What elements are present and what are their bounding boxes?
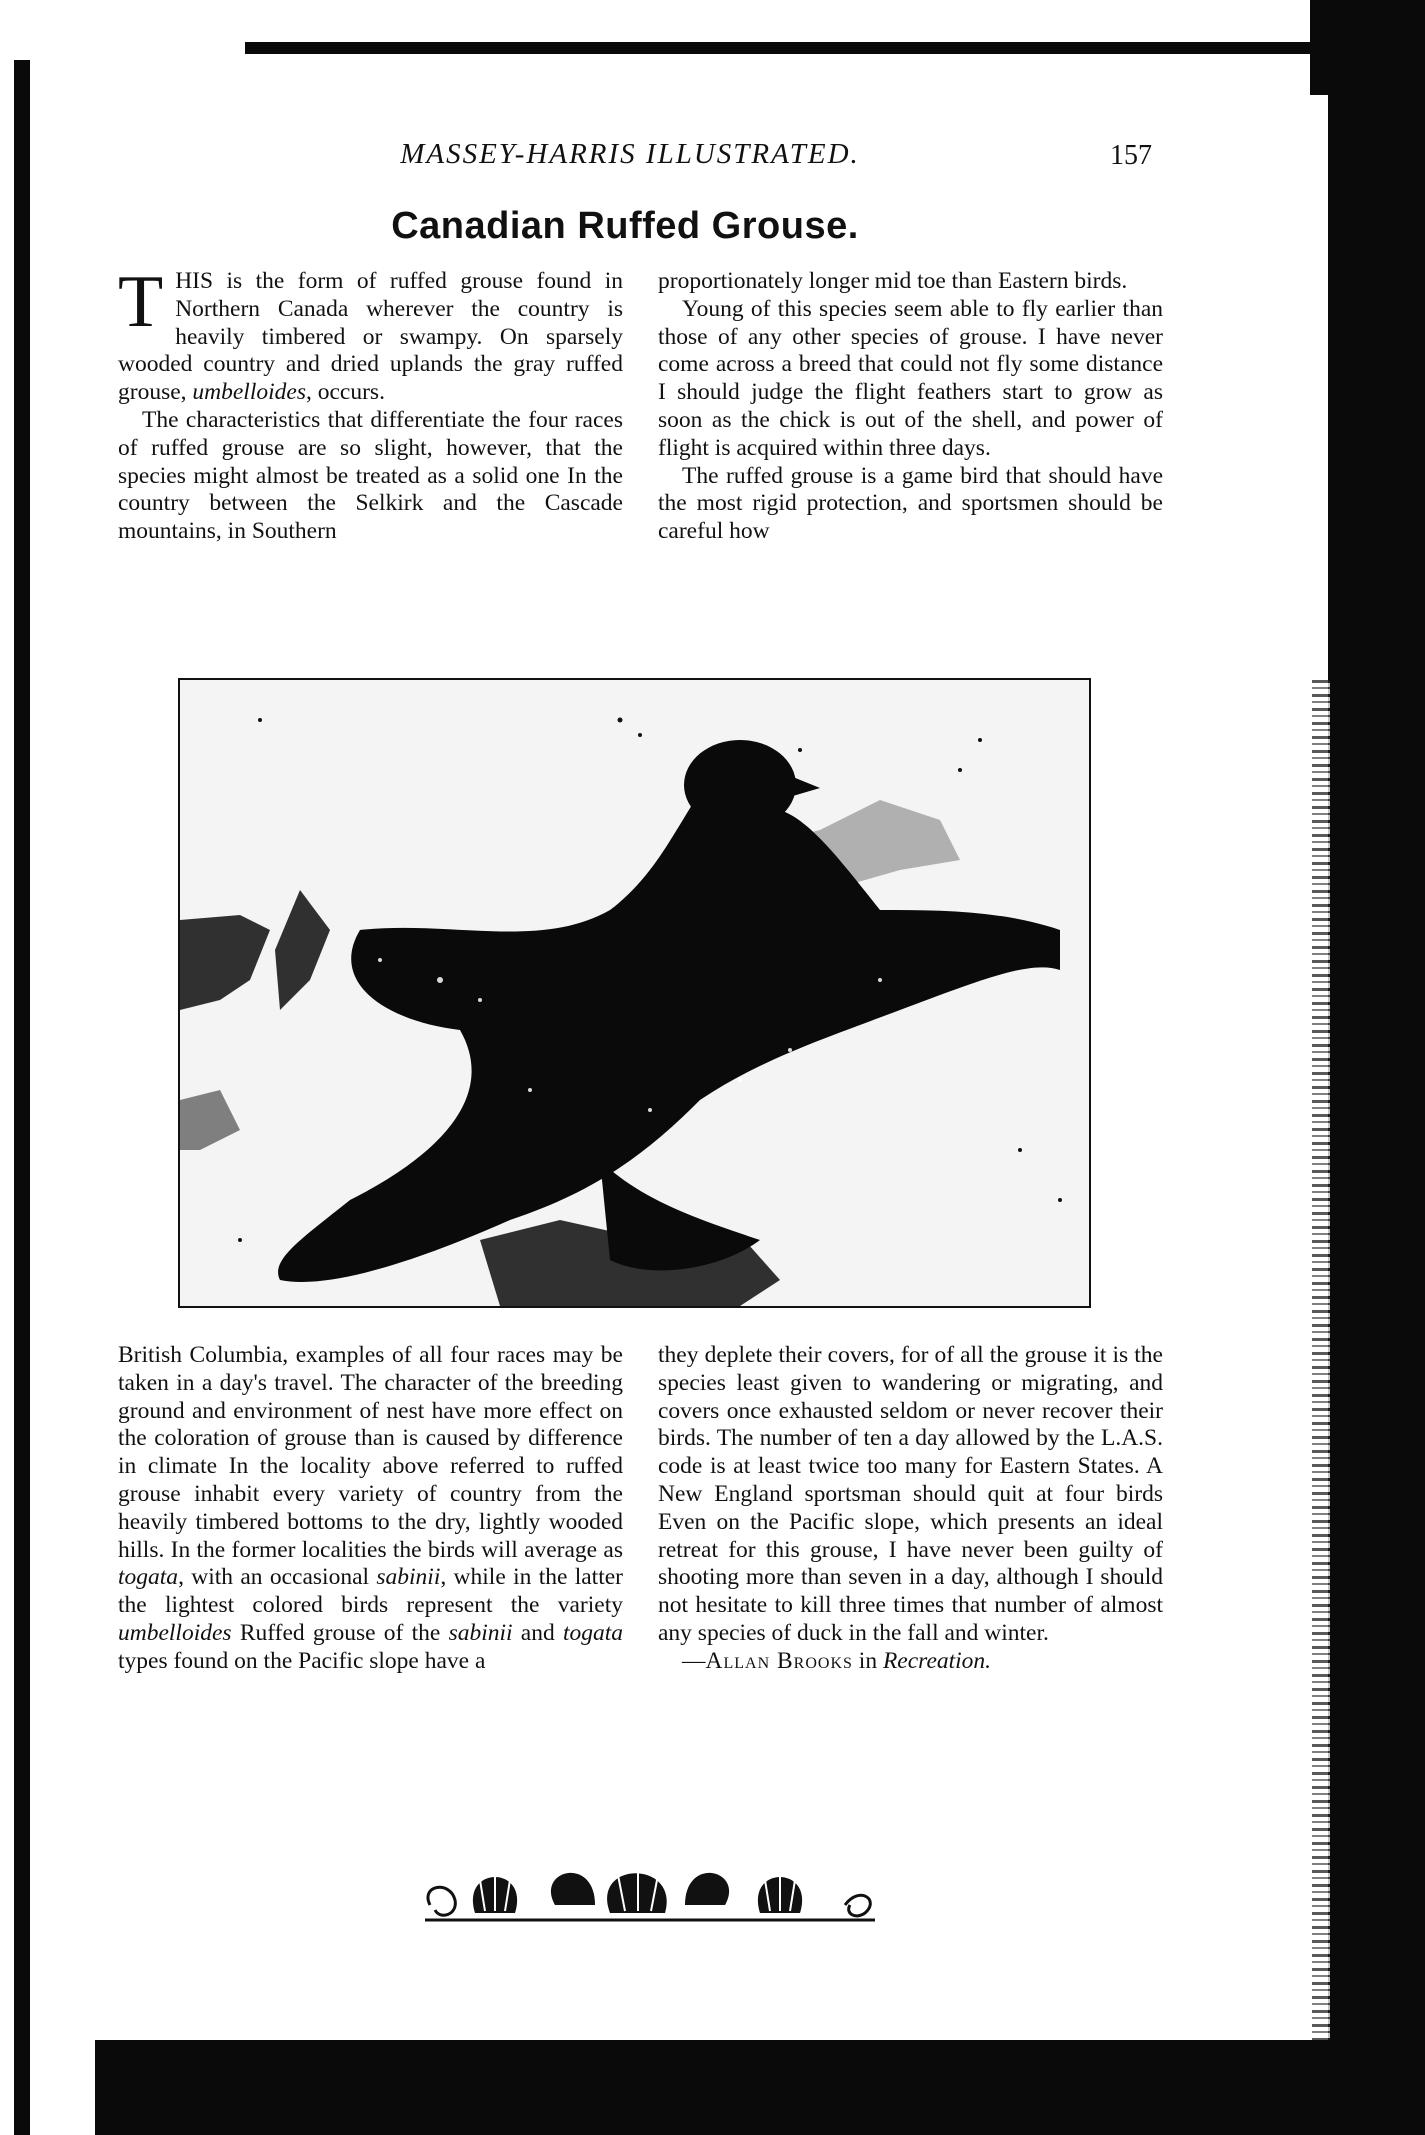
paragraph: The ruffed grouse is a game bird that should have the most rigid protection, and sportsmen should be careful how [658, 462, 1163, 545]
grouse-photograph [178, 678, 1091, 1308]
byline: —Allan Brooks in Recreation. [682, 1647, 992, 1674]
author-name: Allan Brooks [705, 1647, 853, 1674]
scan-border-top [245, 42, 1325, 54]
column-4 [658, 1342, 1163, 1676]
scan-border-corner [1310, 0, 1330, 95]
page-number: 157 [1110, 140, 1152, 171]
paragraph: they deplete their covers, for of all the grouse it is the species least given to wandering or migrating, and covers once exhausted seldom or never recover their birds. The number of ten a day allowed by the L.A.S. code is at least twice too many for Eastern States. A New England sportsman should quit at four birds Even on the Pacific slope, which presents an ideal retreat for this grouse, I have never been guilty of shooting more than seven in a day, although I should not hesitate to kill three times that number of almost any species of duck in the fall and winter. [658, 1342, 1163, 1646]
paragraph: British Columbia, examples of all four races may be taken in a day's travel. The character of the breeding ground and environment of nest have more effect on the coloration of grouse than is caused by difference in climate In the locality above referred to ruffed grouse inhabit every variety of country from the heavily timbered bottoms to the dry, lightly wooded hills. In the former localities the birds will average as togata, with an occasional sabinii, while in the latter the lightest colored birds represent the variety umbelloides Ruffed grouse of the sabinii and togata types found on the Pacific slope have a [118, 1342, 624, 1674]
scan-border-grain [1312, 680, 1330, 2130]
source-title: Recreation. [882, 1647, 992, 1674]
grouse-silhouette-image [180, 680, 1089, 1306]
column-2 [658, 268, 1163, 546]
paragraph: THIS is the form of ruffed grouse found in Northern Canada wherever the country is heavily timbered or swampy. On sparsely wooded country and dried uplands the gray ruffed grouse, umbelloides, occurs. [118, 261, 623, 406]
paragraph: The characteristics that differentiate the four races of ruffed grouse are so slight, however, that the species might almost be treated as a solid one In the country between the Selkirk and the Cascade mountains, in Southern [118, 406, 623, 545]
running-header: MASSEY-HARRIS ILLUSTRATED. [400, 138, 860, 170]
article-title: Canadian Ruffed Grouse. [391, 205, 859, 247]
scan-border-left [14, 60, 30, 2135]
scan-border-right [1328, 0, 1425, 2135]
column-3 [118, 1342, 623, 1676]
paragraph: proportionately longer mid toe than Eastern birds. [658, 268, 1128, 294]
drop-cap: T [118, 261, 164, 343]
column-1 [118, 261, 623, 546]
shell-ornament-icon [420, 1825, 880, 1930]
scan-border-bottom [95, 2040, 1335, 2135]
paragraph: Young of this species seem able to fly earlier than those of any other species of grouse. I have never come across a breed that could not fly some distance I should judge the flight feathers start to grow as soon as the chick is out of the shell, and power of flight is acquired within three days. [658, 295, 1163, 461]
